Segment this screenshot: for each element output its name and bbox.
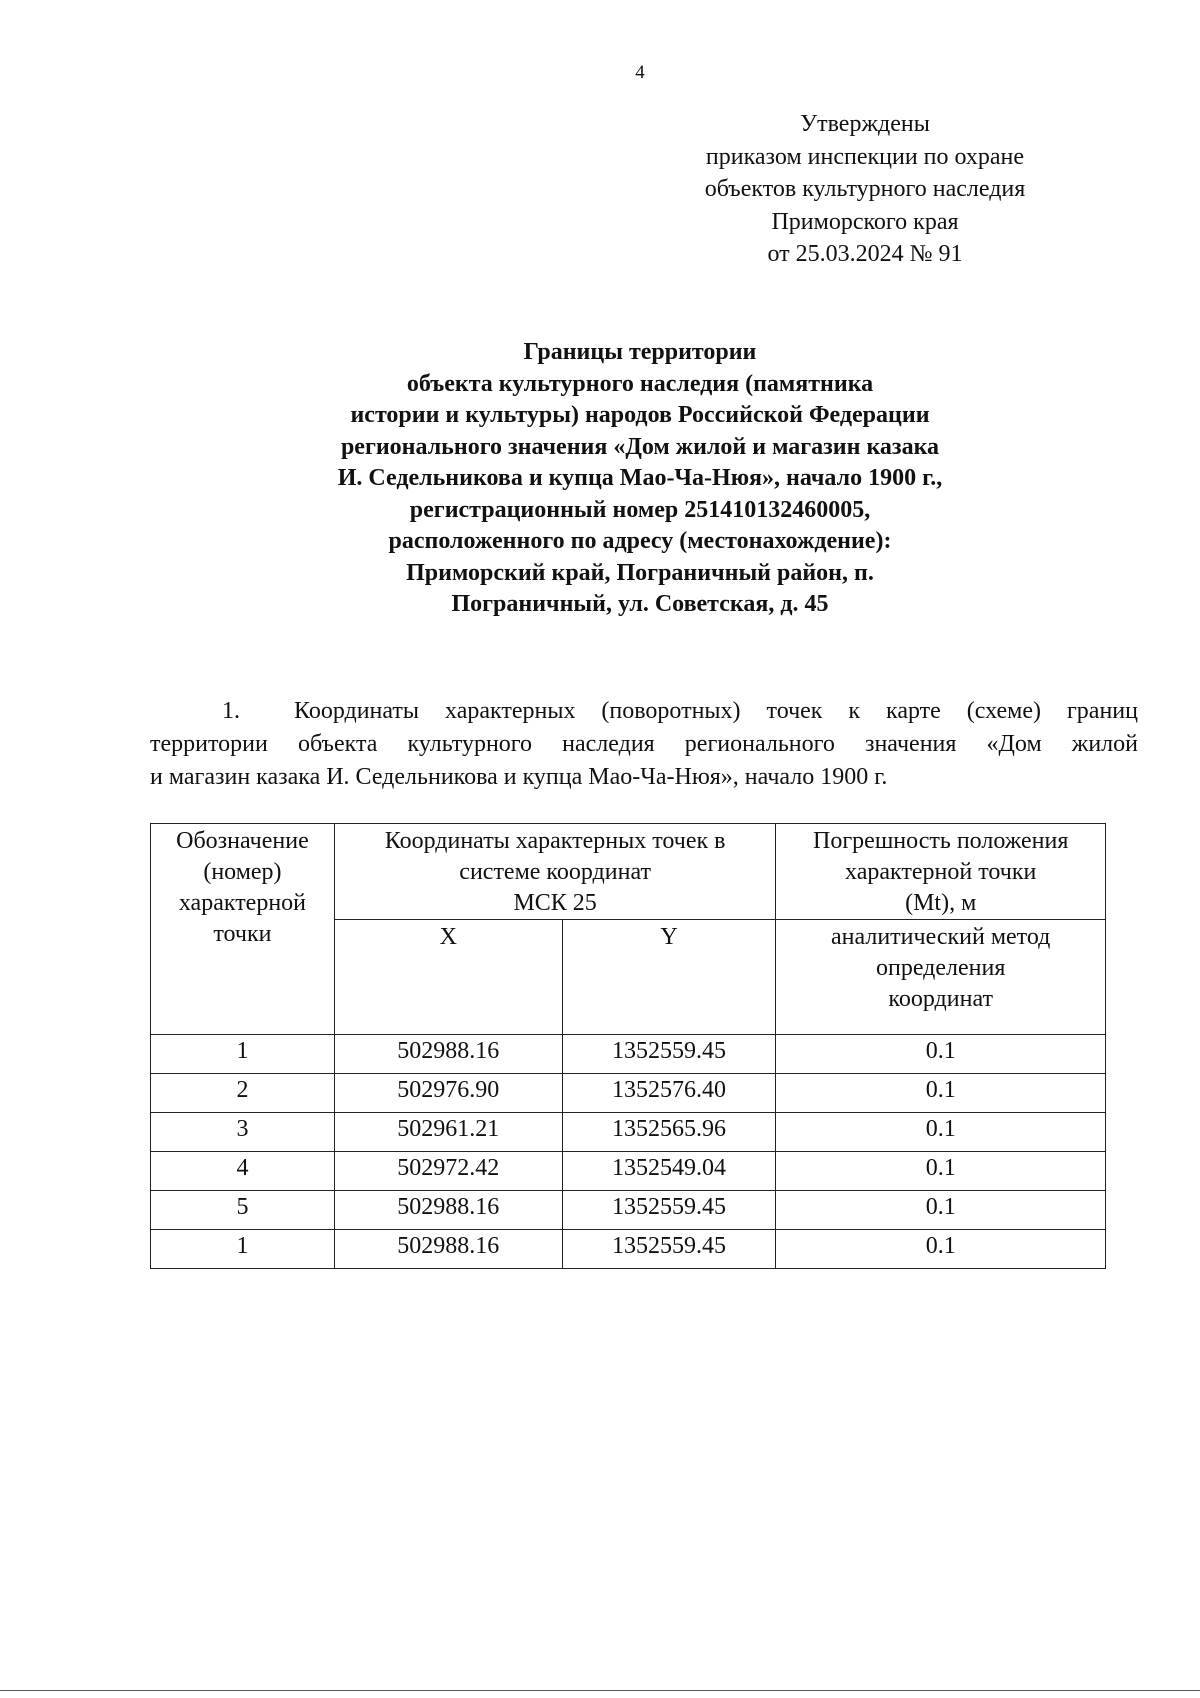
approval-line: Приморского края	[771, 208, 959, 235]
title-line: Пограничный, ул. Советская, д. 45	[451, 591, 829, 617]
cell-x: 502972.42	[334, 1152, 562, 1191]
cell-x: 502976.90	[334, 1074, 562, 1113]
approval-line: приказом инспекции по охране	[705, 143, 1025, 170]
title-line: Приморский край, Пограничный район, п.	[406, 559, 874, 586]
approval-date-number: от 25.03.2024 № 91	[767, 241, 963, 267]
header-y: Y	[562, 920, 776, 1035]
cell-mt: 0.1	[776, 1074, 1106, 1113]
cell-y: 1352559.45	[562, 1035, 776, 1074]
title-line: И. Седельникова и купца Мао-Ча-Нюя», начало 1900 г.,	[337, 465, 943, 491]
cell-x: 502961.21	[334, 1113, 562, 1152]
cell-point: 4	[151, 1152, 335, 1191]
paragraph-line	[150, 695, 1138, 728]
table-row	[151, 1113, 1106, 1152]
table-row	[151, 1074, 1106, 1113]
table-row	[151, 1152, 1106, 1191]
title-line: объекта культурного наследия (памятника	[406, 370, 874, 397]
title-line: расположенного по адресу (местонахождение):	[388, 528, 892, 554]
approval-line: Утверждены	[800, 111, 930, 137]
page-bottom-rule	[0, 1690, 1200, 1691]
section-1-paragraph	[150, 695, 1138, 794]
paragraph-line: территории объекта культурного наследия регионального значения «Дом жилой	[150, 731, 1138, 757]
cell-mt: 0.1	[776, 1113, 1106, 1152]
approval-line: объектов культурного наследия	[704, 176, 1026, 202]
title-line: регистрационный номер 251410132460005,	[409, 496, 871, 523]
cell-point: 2	[151, 1074, 335, 1113]
cell-mt: 0.1	[776, 1152, 1106, 1191]
paragraph-line: и магазин казака И. Седельникова и купца Мао-Ча-Нюя», начало 1900 г.	[150, 764, 888, 790]
table-row	[151, 1230, 1106, 1269]
table-row	[151, 1035, 1106, 1074]
cell-mt: 0.1	[776, 1191, 1106, 1230]
cell-point: 3	[151, 1113, 335, 1152]
approval-block	[660, 108, 1070, 271]
title-line: истории и культуры) народов Российской Федерации	[350, 402, 930, 428]
cell-y: 1352576.40	[562, 1074, 776, 1113]
paragraph-text: Координаты характерных (поворотных) точек к карте (схеме) границ	[294, 698, 1138, 724]
header-method: аналитический метод определения координат	[776, 920, 1106, 1035]
cell-y: 1352549.04	[562, 1152, 776, 1191]
cell-mt: 0.1	[776, 1035, 1106, 1074]
cell-x: 502988.16	[334, 1035, 562, 1074]
cell-y: 1352565.96	[562, 1113, 776, 1152]
header-coordinates: Координаты характерных точек в системе координат МСК 25	[334, 824, 776, 920]
document-title	[200, 337, 1080, 621]
title-line: Границы территории	[523, 339, 757, 365]
cell-mt: 0.1	[776, 1230, 1106, 1269]
cell-y: 1352559.45	[562, 1230, 776, 1269]
coordinates-table	[150, 823, 1106, 1269]
header-x: X	[334, 920, 562, 1035]
cell-x: 502988.16	[334, 1191, 562, 1230]
cell-x: 502988.16	[334, 1230, 562, 1269]
header-accuracy: Погрешность положения характерной точки (Mt), м	[776, 824, 1106, 920]
cell-point: 1	[151, 1230, 335, 1269]
cell-point: 5	[151, 1191, 335, 1230]
paragraph-number: 1.	[222, 698, 240, 724]
cell-y: 1352559.45	[562, 1191, 776, 1230]
header-point-designation: Обозначение (номер) характерной точки	[151, 824, 335, 1035]
table-row	[151, 1191, 1106, 1230]
page-number: 4	[635, 62, 645, 83]
title-line: регионального значения «Дом жилой и магазин казака	[340, 433, 940, 460]
cell-point: 1	[151, 1035, 335, 1074]
